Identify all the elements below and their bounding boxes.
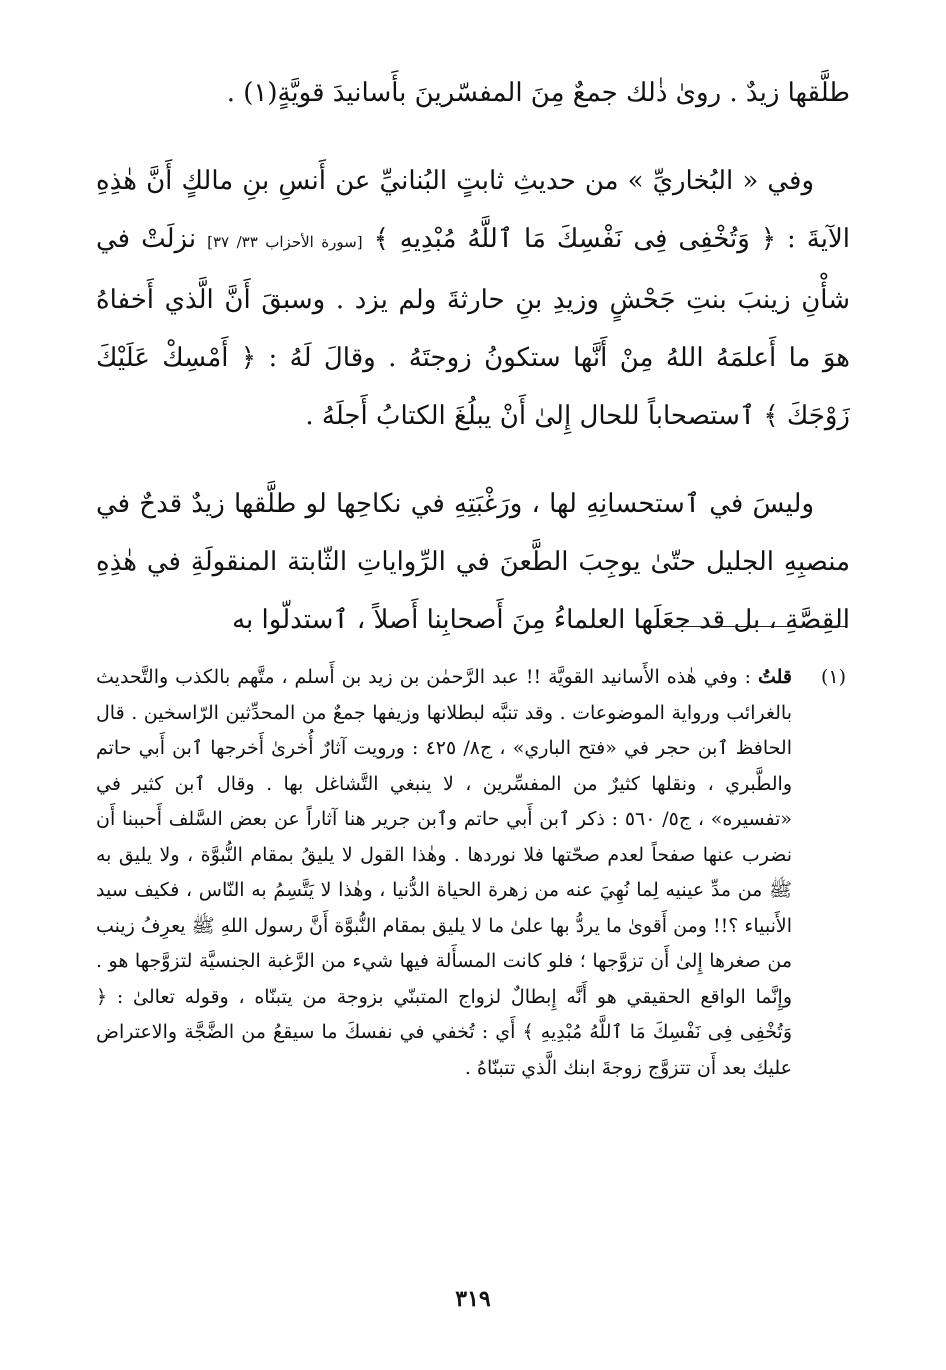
- paragraph-1: طلَّقها زيدٌ . روىٰ ذٰلك جمعٌ مِنَ المفسّرينَ بأَسانيدَ قويَّةٍ(١) .: [226, 78, 850, 108]
- footnote-divider: [671, 626, 846, 627]
- footnote-text: : وفي هٰذه الأَسانيد القويَّة !! عبد الرَّحمٰن بن زيد بن أَسلم ، متَّهم بالكذب والتَّحديث بالغرائب ورواية الموضوعات . وقد تنبَّه لبطلانها وزيفها جمعٌ من المحدِّثين الرّاسخين . قال الحافظ ٱبن حجر في «فتح الباري» ، ج٨/ ٤٢٥ : ورويت آثارٌ أُخرىٰ أَخرجها ٱبن أَبي حاتم والطَّبري ، ونقلها كثيرٌ من المفسِّرين ، لا ينبغي التَّشاغل بها . وقال ٱبن كثير في «تفسيره» ، ج٥/ ٥٦٠ : ذكر ٱبن أَبي حاتم وٱبن جرير هنا آثاراً عن بعض السَّلف أَحببنا أَن نضرب عنها صفحاً لعدم صحّتها فلا نوردها . وهٰذا القول لا يليقُ بمقام النُّبوَّة ، ولا يليق به ﷺ من مدِّ عينيه لِما نُهِيَ عنه من زهرة الحياة الدُّنيا ، وهٰذا لا يَتَّسِمُ به النّاس ، فكيف سيد الأَنبياء ؟!! ومن أَقوىٰ ما يردُّ بها علىٰ ما لا يليق بمقام النُّبوَّة أَنَّ رسول اللهِ ﷺ يعرِفُ زينب من صغرها إِلىٰ أَن تزوَّجها ؛ فلو كانت المسأَلة فيها شيء من الرَّغبة الجنسيَّة لتزوَّجها هو . وإِنَّما الواقع الحقيقي هو أَنَّه إِبطالٌ لزواج المتبنّي بزوجة من يتبنّاه ، وقوله تعالىٰ : ﴿ وَتُخْفِى فِى نَفْسِكَ مَا ٱللَّهُ مُبْدِيهِ ﴾ أَي : تُخفي في نفسكَ ما سيقعُ من الضَّجَّة والاعتراض عليك بعد أَن تتزوَّج زوجةَ ابنك الَّذي تتبنّاهُ .: [96, 666, 792, 1079]
- footnote-body: [96, 660, 792, 1086]
- paragraph-2: [96, 152, 850, 445]
- paragraph-3: وليسَ في ٱستحسانِهِ لها ، ورَغْبَتِهِ في نكاحِها لو طلَّقها زيدٌ قدحٌ في منصبِهِ الجليل حتّىٰ يوجِبَ الطَّعنَ في الرِّواياتِ الثّابتة المنقولَةِ في هٰذِهِ القِصَّةِ ، بل قد جعَلَها العلماءُ مِنَ أَصحابِنا أَصلاً ، ٱستدلّوا به: [96, 489, 850, 635]
- footnote-label: قلتُ: [757, 666, 793, 688]
- page-number: ٣١٩: [455, 1286, 491, 1312]
- footnote-number: (١): [820, 666, 846, 688]
- quran-source-ref: [سورة الأحزاب ٣٣/ ٣٧]: [207, 233, 363, 251]
- footnote: [96, 660, 846, 1086]
- main-text: [96, 64, 850, 649]
- paragraph-2-text: وفي « البُخاريِّ » من حديثِ ثابتٍ البُنانيِّ عن أَنسِ بنِ مالكٍ أَنَّ هٰذِهِ الآيةَ : ﴿ وَتُخْفِى فِى نَفْسِكَ مَا ٱللَّهُ مُبْدِيهِ ﴾: [96, 166, 851, 254]
- paragraph-2-rest: نزلَتْ في شأْنِ زينبَ بنتِ جَحْشٍ وزيدِ بنِ حارثةَ ولم يزد . وسبقَ أَنَّ الَّذي أَخفاهُ هوَ ما أَعلمَهُ اللهُ مِنْ أَنَّها ستكونُ زوجتَهُ . وقالَ لَهُ : ﴿ أَمْسِكْ عَلَيْكَ زَوْجَكَ ﴾ ٱستصحاباً للحال إِلىٰ أَنْ يبلُغَ الكتابُ أَجلَهُ .: [96, 224, 850, 431]
